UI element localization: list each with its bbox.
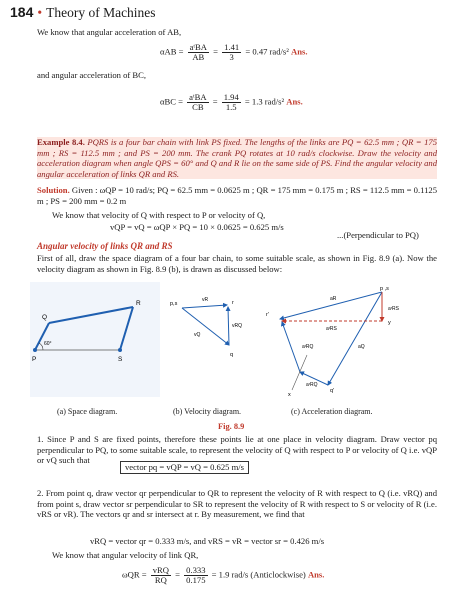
pivot-s [118, 348, 122, 352]
equation-omega-qr [122, 566, 324, 585]
acceleration-diagram [262, 282, 412, 407]
velocity-diagram [170, 290, 255, 365]
denominator: CB [192, 102, 204, 112]
numerator: 0.333 [186, 565, 206, 575]
paragraph-step1: 1. Since P and S are fixed points, therefore these points lie at one place in velocity diagram. Draw vector pq perpendicular to PQ, to some suitable scale, to represent the velocity of Q with respect to P or velocity of Q i.e. vQP or vQ such that [37, 434, 437, 466]
angular-velocity-intro: We know that angular velocity of link QR, [52, 550, 199, 560]
denominator: AB [192, 52, 205, 62]
eq-result: = 0.47 rad/s² [245, 46, 289, 57]
eq-lhs: αBC = [160, 96, 183, 107]
header-bullet: • [37, 5, 43, 20]
vector-qr [228, 307, 229, 345]
label-q: Q [42, 314, 48, 321]
equals: = [213, 46, 219, 57]
figure-label: Fig. 8.9 [218, 422, 245, 431]
space-diagram [30, 282, 160, 397]
fraction [188, 43, 209, 62]
solution-label: Solution. [37, 185, 70, 195]
paragraph-step2: 2. From point q, draw vector qr perpendicular to QR to represent the velocity of R with respect to Q (i.e. vRQ) and from point s, draw vector sr perpendicular to SR to represent the velocity of R with respect to S or velocity of R (i.e. vRS or vR). The vectors qr and sr intersect at r. By measurement, we find that [37, 488, 437, 520]
solution-text: Given : ωQP = 10 rad/s; PQ = 62.5 mm = 0.0625 m ; QR = 175 mm = 0.175 m ; RS = 112.5 mm = 0.1125 m ; PS = 200 mm = 0.2 m [37, 185, 437, 206]
answer-mark: Ans. [307, 569, 325, 580]
eq-result: = 1.9 rad/s (Anticlockwise) [211, 569, 306, 580]
denominator: 3 [229, 52, 234, 62]
intro-ab: We know that angular acceleration of AB, [37, 27, 182, 37]
label-r: r [232, 300, 234, 306]
measurement-line: vRQ = vector qr = 0.333 m/s, and vRS = vR = vector sr = 0.426 m/s [90, 536, 325, 546]
numerator: 1.94 [223, 92, 239, 102]
example-text: PQRS is a four bar chain with link PS fixed. The lengths of the links are PQ = 62.5 mm ; QR = 175 mm ; RS = 112.5 mm ; and PS = 200 mm. The crank PQ rotates at 10 rad/s clockwise. Draw the velocity and acceleration diagram when angle QPS = 60° and Q and R lie on the same side of PS. Find the angular velocity and angular acceleration of links QR and RS. [37, 137, 437, 179]
label-ar-rq: aʳRQ [306, 382, 318, 388]
equals: = [212, 96, 218, 107]
numerator: aᵗBA [189, 92, 207, 102]
eq-lhs: αAB = [160, 46, 184, 57]
label-ps: p,s [170, 301, 178, 307]
page-number: 184 [10, 4, 34, 20]
fraction [222, 93, 241, 112]
label-vr: vR [202, 297, 209, 303]
equals: = [175, 569, 181, 580]
label-q1: q' [330, 388, 335, 394]
label-y: y [388, 320, 391, 326]
equation-alpha-ab [160, 43, 307, 62]
page-header [10, 4, 156, 21]
example-label: Example 8.4. [37, 137, 85, 147]
vector-at-rq [282, 322, 300, 372]
numerator: aᵗBA [189, 42, 207, 52]
denominator: 1.5 [225, 102, 237, 112]
example-block [37, 137, 437, 179]
header-title: Theory of Machines [46, 5, 156, 20]
label-r: R [136, 300, 141, 307]
label-p: P [32, 356, 37, 363]
caption-space: (a) Space diagram. [57, 407, 118, 416]
label-r1: r' [266, 312, 269, 318]
section-heading: Angular velocity of links QR and RS [37, 241, 173, 251]
pivot-p [33, 348, 37, 352]
label-ar-rs: aʳRS [388, 306, 399, 312]
eq-lhs: ωQR = [122, 569, 147, 580]
construction-line [292, 355, 307, 390]
intro-bc: and angular acceleration of BC, [37, 70, 147, 80]
answer-mark: Ans. [291, 46, 308, 57]
velocity-equation: vQP = vQ = ωQP × PQ = 10 × 0.0625 = 0.625 m/s [110, 222, 284, 232]
answer-mark: Ans. [286, 96, 303, 107]
label-x: x [288, 392, 291, 398]
fraction [184, 566, 207, 585]
label-aq: aQ [358, 344, 365, 350]
vector-aq [328, 292, 382, 385]
label-angle: 60° [44, 341, 52, 347]
label-p1s1: p ,s [380, 286, 389, 292]
fraction [222, 43, 241, 62]
label-at-rs: aᵗRS [326, 326, 337, 332]
velocity-note: ...(Perpendicular to PQ) [337, 230, 419, 240]
denominator: 0.175 [186, 575, 206, 585]
equation-alpha-bc [160, 93, 303, 112]
fraction [187, 93, 208, 112]
caption-acceleration: (c) Acceleration diagram. [291, 407, 373, 416]
numerator: vRQ [152, 565, 169, 575]
label-at-rq: aᵗRQ [302, 344, 314, 350]
caption-velocity: (b) Velocity diagram. [173, 407, 242, 416]
paragraph-space-diagram: First of all, draw the space diagram of a four bar chain, to some suitable scale, as shown in Fig. 8.9 (a). Now the velocity diagram as shown in Fig. 8.9 (b), is drawn as discussed below: [37, 253, 437, 274]
label-vrq: vRQ [232, 323, 242, 329]
label-q: q [230, 352, 234, 358]
label-ar: aR [330, 296, 337, 302]
vector-sr [182, 305, 227, 308]
velocity-intro: We know that velocity of Q with respect to P or velocity of Q, [52, 210, 266, 220]
label-s: S [118, 356, 123, 363]
boxed-equation: vector pq = vQP = vQ = 0.625 m/s [120, 461, 249, 474]
fraction [151, 566, 171, 585]
vector-pq [182, 308, 229, 345]
denominator: RQ [154, 575, 167, 585]
solution-given [37, 185, 437, 206]
numerator: 1.41 [224, 42, 240, 52]
eq-result: = 1.3 rad/s² [244, 96, 285, 107]
label-vq: vQ [194, 332, 201, 338]
